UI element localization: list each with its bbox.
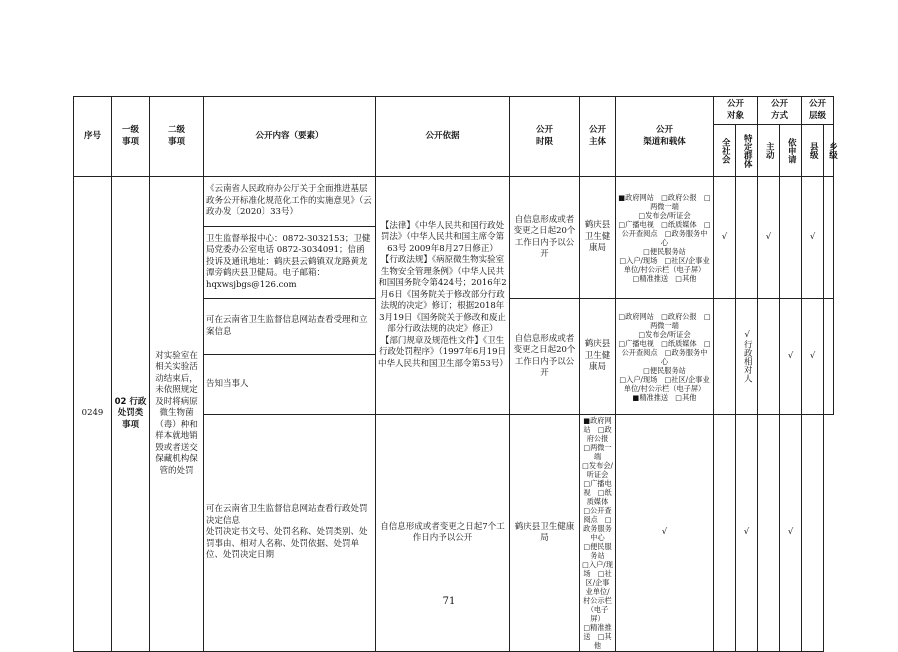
mark-specific-2-text: √行政相对人 [742, 330, 753, 383]
header-method-request: 依申请 [786, 137, 797, 164]
header-target-specific: 特定群体 [742, 133, 753, 168]
header-target: 公开 对象 [714, 97, 758, 125]
channels-3: ■政府网站 □政府公报 □两微一端 □发布会/听证会 □广播电视 □纸质媒体 □公开查阅点 □政务服务中心 □便民服务站 □入户/现场 □社区/企事业单位/村公示栏（电子屏） □精准推送 □其他 [580, 415, 616, 652]
content-2a: 可在云南省卫生监督信息网站查看受理和立案信息 [204, 299, 376, 355]
subject-3: 鹤庆县卫生健康局 [510, 415, 580, 652]
mark-request-2: √ [780, 299, 802, 415]
header-method-active: 主动 [764, 142, 775, 159]
row-level1: 02 行政处罚类事项 [112, 177, 150, 652]
header-seq: 序号 [74, 97, 112, 177]
header-level: 公开 层级 [802, 97, 834, 125]
header-channels: 公开 渠道和载体 [616, 97, 714, 177]
row-seq: 0249 [74, 177, 112, 652]
mark-active-3: √ [736, 415, 758, 652]
header-level1: 一级 事项 [112, 97, 150, 177]
mark-request-1 [780, 177, 802, 299]
time-2: 自信息形成或者变更之日起20个工作日内予以公开 [510, 299, 580, 415]
header-content: 公开内容（要素） [204, 97, 376, 177]
channels-2: □政府网站 □政府公报 □两微一端 □发布会/听证会 □广播电视 □纸质媒体 □公开查阅点 □政务服务中心 □便民服务站 □入户/现场 □社区/企事业单位/村公示栏（电子屏） ■精准推送 □其他 [616, 299, 714, 415]
mark-town-2 [824, 299, 834, 415]
mark-specific-3 [714, 415, 736, 652]
mark-request-3 [758, 415, 780, 652]
page-number: 71 [442, 596, 456, 607]
mark-county-2: √ [802, 299, 824, 415]
mark-all-2 [714, 299, 736, 415]
header-level-town: 乡级 [827, 142, 838, 159]
channels-1: ■政府网站 □政府公报 □两微一端 □发布会/听证会 □广播电视 □纸质媒体 □公开查阅点 □政务服务中心 □便民服务站 □入户/现场 □社区/企事业单位/村公示栏（电子屏） □精准推送 □其他 [616, 177, 714, 299]
mark-all-1: √ [714, 177, 736, 299]
time-3: 自信息形成或者变更之日起7个工作日内予以公开 [376, 415, 510, 652]
content-3: 可在云南省卫生监督信息网站查看行政处罚决定信息 处罚决定书文号、处罚名称、处罚类别、处罚事由、相对人名称、处罚依据、处罚单位、处罚决定日期 [204, 415, 376, 652]
time-1: 自信息形成或者变更之日起20个工作日内予以公开 [510, 177, 580, 299]
mark-county-3: √ [780, 415, 802, 652]
header-target-all: 全社会 [720, 137, 731, 164]
subject-1: 鹤庆县卫生健康局 [580, 177, 616, 299]
mark-town-1 [824, 177, 834, 299]
mark-all-3: √ [616, 415, 714, 652]
row-level2: 对实验室在相关实验活动结束后，未依照规定及时将病原微生物菌（毒）种和样本就地销毁或者送交保藏机构保管的处罚 [150, 177, 204, 652]
mark-active-1: √ [758, 177, 780, 299]
mark-specific-2 [736, 299, 758, 415]
header-time: 公开 时限 [510, 97, 580, 177]
header-subject: 公开 主体 [580, 97, 616, 177]
content-1a: 《云南省人民政府办公厅关于全面推进基层政务公开标准化规范化工作的实施意见》（云政办发〔2020〕33号） [204, 177, 376, 227]
content-2b: 告知当事人 [204, 355, 376, 415]
mark-county-1: √ [802, 177, 824, 299]
header-level-county: 县级 [808, 142, 819, 159]
header-level2: 二级 事项 [150, 97, 204, 177]
content-1b: 卫生监督举报中心：0872-3032153；卫健局党委办公室电话 0872-3034091；信函投诉及通讯地址：鹤庆县云鹤镇双龙路黄龙潭旁鹤庆县卫健局。电子邮箱：hqxwsjbgs@126.com [204, 227, 376, 299]
basis-text: 【法律】《中华人民共和国行政处罚法》（中华人民共和国主席令第63号 2009年8月27日修正） 【行政法规】《病原微生物实验室生物安全管理条例》（中华人民共和国国务院令第424号；2016年2月6日《国务院关于修改部分行政法规的决定》修订；根据2018年3月19日《国务院关于修改和废止部分行政法规的决定》修正） 【部门规章及规范性文件】《卫生行政处罚程序》（1997年6月19日中华人民共和国卫生部令第53号） [376, 177, 510, 415]
disclosure-table [73, 96, 838, 652]
header-basis: 公开依据 [376, 97, 510, 177]
mark-specific-1 [736, 177, 758, 299]
mark-town-3 [802, 415, 824, 652]
header-method: 公开 方式 [758, 97, 802, 125]
subject-2: 鹤庆县卫生健康局 [580, 299, 616, 415]
mark-active-2 [758, 299, 780, 415]
